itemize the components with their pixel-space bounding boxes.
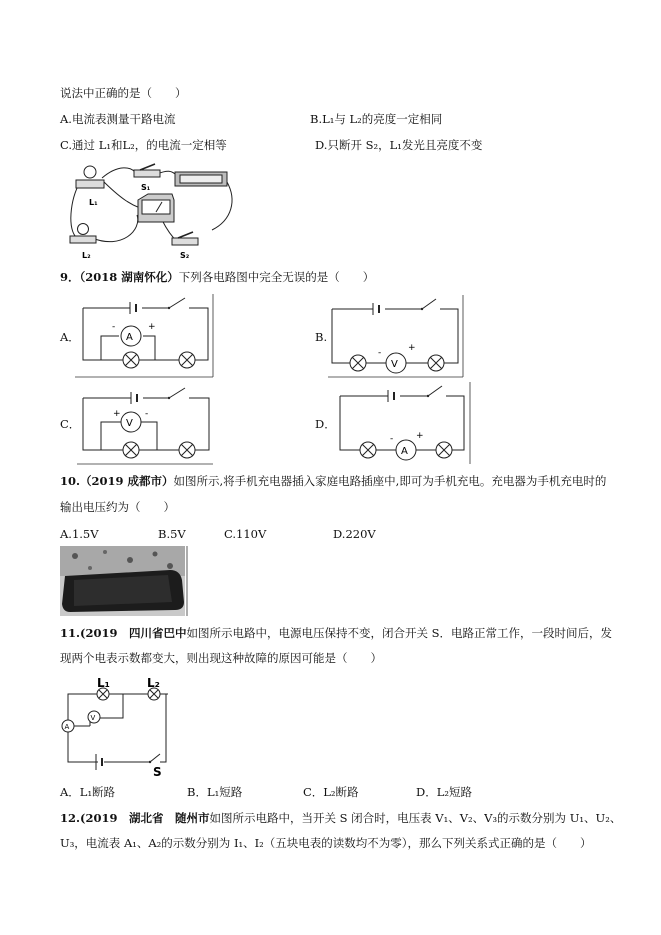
q9-circuit-b (328, 293, 473, 378)
q8-option-d: D.只断开 S₂，L₁发光且亮度不变 (315, 138, 483, 152)
q9-circuit-d (334, 380, 479, 465)
q11-source: (2019 四川省巴中 (80, 626, 187, 640)
q9-circuit-c (77, 382, 222, 467)
q11-ammeter-label: A (64, 723, 70, 731)
q11-question-line1 (60, 627, 612, 641)
q9-number: 9． (60, 270, 80, 284)
q10-option-a: A.1.5V (60, 527, 99, 541)
q12-source: (2019 湖北省 随州市 (80, 811, 210, 825)
q11-stem-line1: 如图所示电路中，电源电压保持不变，闭合开关 S．电路正常工作，一段时间后，发 (186, 626, 612, 640)
q8-label-l2: L₂ (82, 251, 91, 260)
q11-label-l1: L₁ (97, 676, 110, 690)
q11-option-a: A．L₁断路 (60, 785, 116, 799)
q8-label-s2: S₂ (180, 251, 190, 260)
q8-option-b: B.L₁与 L₂的亮度一定相同 (310, 112, 443, 126)
q11-voltmeter-label: V (90, 714, 96, 722)
q9-stem: 下列各电路图中完全无误的是（ ） (178, 270, 375, 284)
q11-option-d: D．L₂短路 (416, 785, 472, 799)
q9-option-d-label: D． (315, 417, 336, 431)
q11-option-c: C．L₂断路 (303, 785, 359, 799)
q12-question-line1 (60, 812, 621, 826)
q10-number: 10. (60, 474, 81, 488)
q9b-voltmeter-label: V (391, 359, 398, 370)
q12-number: 12. (60, 811, 81, 825)
q9c-plus: + (113, 409, 121, 419)
q11-option-b: B．L₁短路 (187, 785, 243, 799)
q9-question (60, 271, 374, 285)
q10-stem-line2: 输出电压约为（ ） (60, 500, 175, 514)
q10-stem-line1: 如图所示,将手机充电器插入家庭电路插座中,即可为手机充电。充电器为手机充电时的 (173, 474, 607, 488)
q10-option-b: B.5V (158, 527, 186, 541)
q9a-plus: + (148, 322, 156, 332)
q8-stem-end: 说法中正确的是（ ） (60, 86, 187, 100)
q9b-plus: + (408, 343, 416, 353)
q9-source: （2018 湖南怀化） (79, 270, 179, 284)
q8-option-a: A.电流表测量干路电流 (60, 112, 176, 126)
q9-circuit-a (75, 292, 220, 377)
q10-option-c: C.110V (224, 527, 267, 541)
q10-phone-photo (60, 546, 188, 616)
q8-label-s1: S₁ (141, 183, 151, 192)
q12-stem-line1: 如图所示电路中，当开关 S 闭合时，电压表 V₁、V₂、V₃的示数分别为 U₁、U₂、 (209, 811, 622, 825)
q8-option-c: C.通过 L₁和L₂，的电流一定相等 (60, 138, 227, 152)
q10-question-line1 (60, 475, 606, 489)
q9-option-c-label: C． (60, 417, 81, 431)
q9c-voltmeter-label: V (126, 418, 133, 429)
q9d-minus: - (390, 434, 394, 444)
q11-label-s: S (153, 765, 162, 779)
q9d-plus: + (416, 431, 424, 441)
q9-option-a-label: A． (60, 330, 80, 344)
q11-label-l2: L₂ (147, 676, 160, 690)
q9c-minus: - (145, 409, 149, 419)
q11-number: 11. (60, 626, 81, 640)
q9a-minus: - (112, 322, 116, 332)
q8-label-l1: L₁ (89, 198, 98, 207)
q9-option-b-label: B. (315, 330, 328, 344)
q8-circuit-photo (62, 160, 232, 260)
q9a-ammeter-label: A (126, 332, 133, 343)
q9b-minus: - (378, 348, 382, 358)
q10-source: （2019 成都市） (80, 474, 174, 488)
q10-option-d: D.220V (333, 527, 376, 541)
q11-stem-line2: 现两个电表示数都变大，则出现这种故障的原因可能是（ ） (60, 651, 382, 665)
q11-circuit (58, 674, 183, 779)
q9d-ammeter-label: A (401, 446, 408, 457)
q12-stem-line2: U₃，电流表 A₁、A₂的示数分别为 I₁、I₂（五块电表的读数均不为零），那么下列关系式正确的是（ ） (60, 836, 592, 850)
